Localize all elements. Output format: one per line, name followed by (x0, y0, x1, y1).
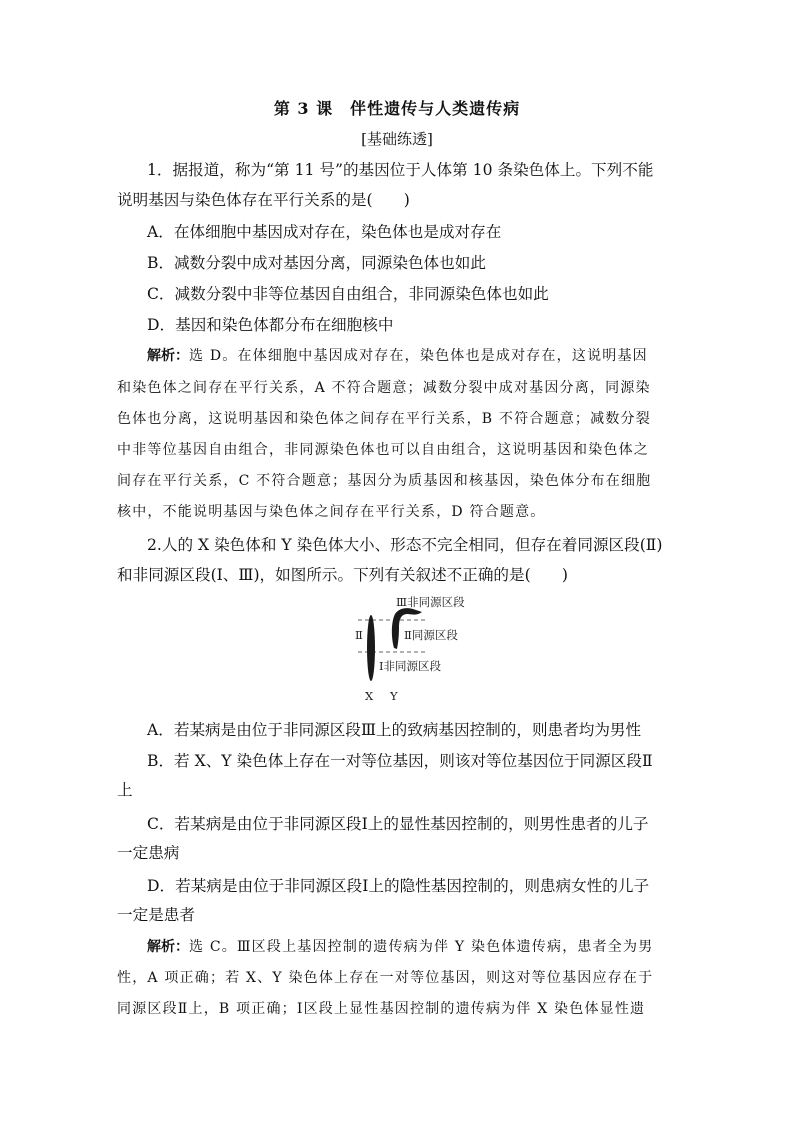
chromosome-figure (352, 592, 502, 708)
q1-option-d: D．基因和染色体都分布在细胞核中 (147, 316, 394, 334)
q1-analysis-line-1 (147, 346, 648, 366)
label-iii-nonhomologous: Ⅲ非同源区段 (396, 595, 465, 609)
q1-option-b: B．减数分裂中成对基因分离，同源染色体也如此 (147, 254, 486, 272)
q1-stem-line-2: 说明基因与染色体存在平行关系的是( ) (117, 191, 410, 209)
page-title: 第 3 课 伴性遗传与人类遗传病 (273, 99, 521, 118)
q2-option-c-line-1: C．若某病是由位于非同源区段Ⅰ上的显性基因控制的，则男性患者的儿子 (147, 815, 649, 833)
q1-analysis-line-2: 和染色体之间存在平行关系，A 不符合题意；减数分裂中成对基因分离，同源染 (117, 380, 651, 396)
q2-option-c-line-2: 一定患病 (117, 844, 180, 862)
q1-analysis-text: 选 D。在体细胞中基因成对存在，染色体也是成对存在，这说明基因 (189, 348, 648, 364)
q1-option-a: A．在体细胞中基因成对存在，染色体也是成对存在 (147, 223, 502, 241)
q2-option-b-line-1: B．若 X、Y 染色体上存在一对等位基因，则该对等位基因位于同源区段Ⅱ (147, 752, 653, 770)
q1-analysis-line-4: 中非等位基因自由组合，非同源染色体也可以自由组合，这说明基因和染色体之 (117, 442, 649, 458)
section-label: [基础练透] (361, 130, 433, 148)
q1-option-c: C．减数分裂中非等位基因自由组合，非同源染色体也如此 (147, 285, 549, 303)
label-x: X (365, 689, 374, 703)
q2-analysis-line-2: 性，A 项正确；若 X、Y 染色体上存在一对等位基因，则这对等位基因应存在于 (117, 970, 654, 986)
q2-option-d-line-2: 一定是患者 (117, 906, 195, 924)
label-ii-left: Ⅱ (355, 628, 363, 642)
q1-analysis-line-6: 核中，不能说明基因与染色体之间存在平行关系，D 符合题意。 (117, 504, 546, 520)
q1-analysis-line-5: 间存在平行关系，C 不符合题意；基因分为质基因和核基因，染色体分布在细胞 (117, 473, 652, 489)
q2-analysis-text: 选 C。Ⅲ区段上基因控制的遗传病为伴 Y 染色体遗传病，患者全为男 (189, 939, 654, 955)
q2-option-a: A．若某病是由位于非同源区段Ⅲ上的致病基因控制的，则患者均为男性 (147, 721, 642, 739)
q1-analysis-label: 解析： (147, 348, 189, 364)
q1-analysis-line-3: 色体也分离，这说明基因和染色体之间存在平行关系，B 不符合题意；减数分裂 (117, 411, 651, 427)
q2-analysis-line-3: 同源区段Ⅱ上，B 项正确；Ⅰ区段上显性基因控制的遗传病为伴 X 染色体显性遗 (117, 1001, 646, 1017)
label-y: Y (390, 689, 398, 703)
q1-stem-line-1: 1．据报道，称为“第 11 号”的基因位于人体第 10 条染色体上。下列不能 (147, 161, 654, 179)
x-chromosome (367, 615, 375, 681)
label-ii-homologous: Ⅱ同源区段 (404, 628, 458, 642)
q2-option-d-line-1: D．若某病是由位于非同源区段Ⅰ上的隐性基因控制的，则患病女性的儿子 (147, 877, 650, 895)
q2-stem-line-1: 2.人的 X 染色体和 Y 染色体大小、形态不完全相同，但存在着同源区段(Ⅱ) (147, 536, 663, 554)
q2-option-b-line-2: 上 (117, 781, 133, 799)
q2-stem-line-2: 和非同源区段(Ⅰ、Ⅲ)，如图所示。下列有关叙述不正确的是( ) (117, 566, 568, 584)
q2-analysis-line-1 (147, 937, 653, 957)
q2-analysis-label: 解析： (147, 939, 189, 955)
label-i-nonhomologous: Ⅰ非同源区段 (379, 659, 442, 673)
